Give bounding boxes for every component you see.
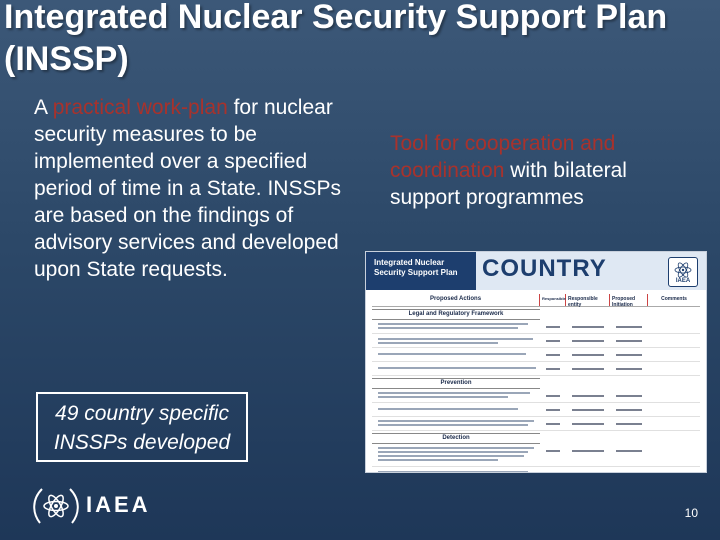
table-row bbox=[372, 389, 700, 403]
page-number: 10 bbox=[684, 506, 698, 520]
practical-work-plan-highlight: practical work-plan bbox=[52, 96, 228, 119]
section-detection: Detection bbox=[372, 433, 540, 444]
document-country-title: COUNTRY bbox=[482, 255, 607, 282]
document-logo-text: IAEA bbox=[675, 278, 691, 284]
header-responsible-entity: Responsible entity bbox=[566, 294, 610, 306]
table-row bbox=[372, 320, 700, 334]
document-table bbox=[372, 294, 700, 468]
table-row bbox=[372, 444, 700, 467]
inssp-document-preview bbox=[366, 252, 706, 472]
table-row bbox=[372, 467, 700, 472]
header-proposed-initiation: Proposed Initiation bbox=[610, 294, 648, 306]
slide-title: Integrated Nuclear Security Support Plan (INSSP) bbox=[4, 0, 668, 78]
work-plan-description bbox=[34, 94, 354, 283]
document-table-header bbox=[372, 294, 700, 307]
description-rest: for nuclear security measures to be implemented over a specified period of time in a State. INSSPs are based on the findings of advisory services and developed upon State requests. bbox=[34, 96, 341, 281]
table-row bbox=[372, 362, 700, 376]
description-prefix: A bbox=[34, 96, 53, 119]
iaea-logo-icon bbox=[668, 257, 698, 287]
table-row bbox=[372, 403, 700, 417]
document-brand: Integrated Nuclear Security Support Plan bbox=[366, 252, 476, 290]
cooperation-rest: with bilateral support programmes bbox=[390, 159, 627, 209]
section-prevention: Prevention bbox=[372, 378, 540, 389]
table-row bbox=[372, 348, 700, 362]
inssp-count-callout: 49 country specific INSSPs developed bbox=[36, 392, 248, 462]
header-responsible: Responsible bbox=[540, 294, 566, 306]
tool-for-cooperation-highlight: Tool for cooperation and coordination bbox=[390, 132, 616, 182]
document-header bbox=[366, 252, 706, 290]
header-comments: Comments bbox=[661, 296, 687, 302]
iaea-wordmark: IAEA bbox=[86, 492, 151, 517]
section-legal-framework: Legal and Regulatory Framework bbox=[372, 309, 540, 320]
cooperation-description bbox=[390, 130, 690, 211]
table-row bbox=[372, 334, 700, 348]
table-row bbox=[372, 417, 700, 431]
header-proposed-actions: Proposed Actions bbox=[372, 294, 540, 306]
